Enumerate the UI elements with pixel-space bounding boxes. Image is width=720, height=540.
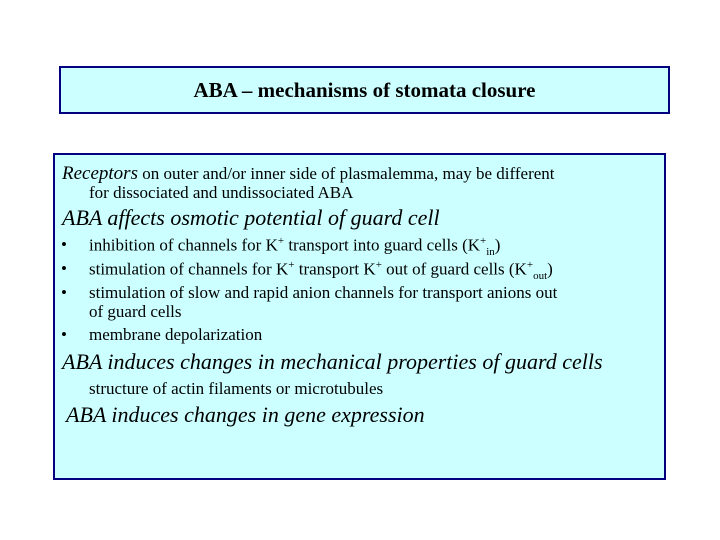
receptors-lead: Receptors xyxy=(62,163,138,184)
content-box xyxy=(53,153,666,480)
heading-osmotic: ABA affects osmotic potential of guard cell xyxy=(62,205,440,230)
heading-mechanical: ABA induces changes in mechanical properties of guard cells xyxy=(62,349,603,374)
bullet-text: membrane depolarization xyxy=(89,325,263,344)
bullet-text: stimulation of slow and rapid anion channels for transport anions out xyxy=(89,283,558,302)
bullet-text-continued: of guard cells xyxy=(89,302,182,321)
bullet-marker: • xyxy=(61,259,67,278)
receptors-rest: on outer and/or inner side of plasmalemma, may be different xyxy=(137,164,555,183)
bullet-text: inhibition of channels for K+ transport into guard cells $(K^+_{in})$ xyxy=(89,235,501,259)
bullet-text: stimulation of channels for K+ transport K+ out of guard cells $(K^+_{out})$ xyxy=(89,259,553,283)
bullet-marker: • xyxy=(61,283,67,302)
bullet-marker: • xyxy=(61,325,67,344)
slide-title: ABA – mechanisms of stomata closure xyxy=(59,66,670,114)
bullet-marker: • xyxy=(61,235,67,254)
mechanical-detail: structure of actin filaments or microtubules xyxy=(89,379,384,398)
heading-gene: ABA induces changes in gene expression xyxy=(66,402,425,427)
receptors-line-2: for dissociated and undissociated ABA xyxy=(89,183,354,202)
receptors-line xyxy=(62,163,555,185)
